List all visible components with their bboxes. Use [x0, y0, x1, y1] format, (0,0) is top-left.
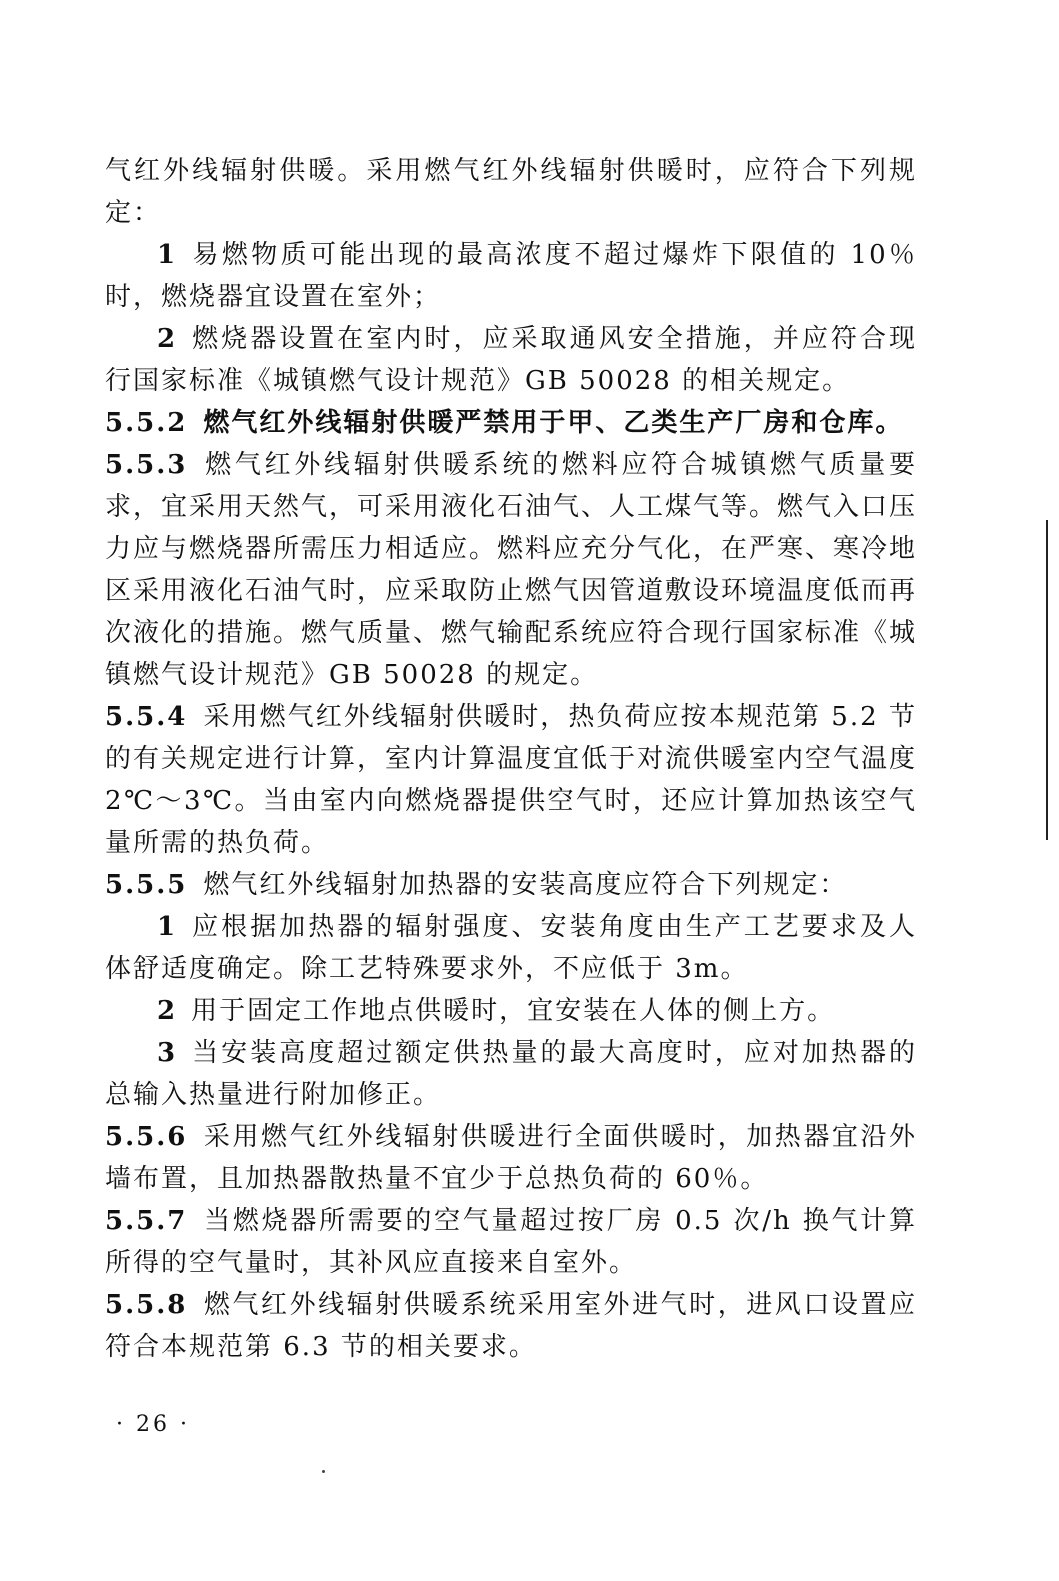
clause-number: 5.5.7: [105, 1206, 188, 1236]
item-number: 1: [157, 240, 178, 270]
list-item: [105, 906, 917, 990]
list-item: [105, 234, 917, 318]
clause-5-5-4: [105, 696, 917, 864]
clause-number: 5.5.8: [105, 1290, 188, 1320]
clause-number: 5.5.4: [105, 702, 188, 732]
clause-text: 采用燃气红外线辐射供暖进行全面供暖时，加热器宜沿外墙布置，且加热器散热量不宜少于总热负荷的 60％。: [105, 1122, 917, 1194]
clause-5-5-8: [105, 1284, 917, 1368]
text-block: [105, 150, 917, 1368]
list-item: [105, 1032, 917, 1116]
clause-5-5-2: [105, 402, 917, 444]
intro-paragraph: 气红外线辐射供暖。采用燃气红外线辐射供暖时，应符合下列规定：: [105, 156, 917, 228]
clause-5-5-5: [105, 864, 917, 906]
clause-text: 采用燃气红外线辐射供暖时，热负荷应按本规范第 5.2 节的有关规定进行计算，室内计算温度宜低于对流供暖室内空气温度 2℃～3℃。当由室内向燃烧器提供空气时，还应计算加热该空气量所需的热负荷。: [105, 702, 918, 858]
clause-text: 当燃烧器所需要的空气量超过按厂房 0.5 次/h 换气计算所得的空气量时，其补风应直接来自室外。: [105, 1206, 917, 1278]
clause-number: 5.5.2: [105, 408, 188, 438]
clause-text: 燃气红外线辐射供暖系统的燃料应符合城镇燃气质量要求，宜采用天然气，可采用液化石油气、人工煤气等。燃气入口压力应与燃烧器所需压力相适应。燃料应充分气化，在严寒、寒冷地区采用液化石油气时，应采取防止燃气因管道敷设环境温度低而再次液化的措施。燃气质量、燃气输配系统应符合现行国家标准《城镇燃气设计规范》GB 50028 的规定。: [105, 450, 918, 690]
page-number: · 26 ·: [116, 1412, 190, 1437]
item-text: 用于固定工作地点供暖时，宜安装在人体的侧上方。: [191, 996, 836, 1026]
item-text: 燃烧器设置在室内时，应采取通风安全措施，并应符合现行国家标准《城镇燃气设计规范》GB 50028 的相关规定。: [105, 324, 917, 396]
item-number: 2: [157, 996, 178, 1026]
clause-text: 燃气红外线辐射供暖严禁用于甲、乙类生产厂房和仓库。: [203, 408, 904, 438]
clause-5-5-6: [105, 1116, 917, 1200]
list-item: [105, 318, 917, 402]
clause-number: 5.5.3: [105, 450, 188, 480]
clause-number: 5.5.6: [105, 1122, 188, 1152]
clause-5-5-7: [105, 1200, 917, 1284]
item-text: 易燃物质可能出现的最高浓度不超过爆炸下限值的 10％时，燃烧器宜设置在室外；: [105, 240, 917, 312]
scan-edge-line: [1046, 520, 1048, 840]
item-number: 3: [157, 1038, 178, 1068]
item-text: 应根据加热器的辐射强度、安装角度由生产工艺要求及人体舒适度确定。除工艺特殊要求外，不应低于 3m。: [105, 912, 917, 984]
item-text: 当安装高度超过额定供热量的最大高度时，应对加热器的总输入热量进行附加修正。: [105, 1038, 917, 1110]
clause-5-5-3: [105, 444, 917, 696]
scan-speck: [322, 1470, 325, 1473]
item-number: 1: [157, 912, 178, 942]
clause-number: 5.5.5: [105, 870, 188, 900]
clause-text: 燃气红外线辐射供暖系统采用室外进气时，进风口设置应符合本规范第 6.3 节的相关要求。: [105, 1290, 917, 1362]
list-item: [105, 990, 917, 1032]
item-number: 2: [157, 324, 178, 354]
clause-text: 燃气红外线辐射加热器的安装高度应符合下列规定：: [203, 870, 848, 900]
